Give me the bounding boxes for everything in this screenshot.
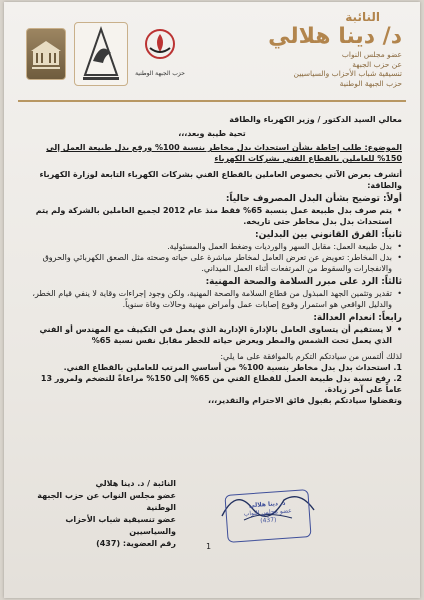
official-stamp [224, 489, 311, 543]
letterhead-line-4: حزب الجبهة الوطنية [339, 78, 402, 88]
party-flame-icon [134, 26, 186, 66]
letter-body [22, 114, 402, 406]
section-3-bullet-1: • تقدير وتثمين الجهد المبذول من قطاع السلامة والصحة المهنية، ولكن وجود إجراءات وقاية لا ينفي قيام الخطر، والدليل الواقعي هو استمرار وقوع إصابات عمل وأمراض مهنية وحالات وفاة سنوياً. [22, 288, 402, 310]
letterhead-name: د/ دينا هلالي [268, 24, 402, 49]
intro-paragraph: أتشرف بعرض الآتي بخصوص العاملين بالقطاع الفني بشركات الكهرباء التابعة لوزارة الكهرباء والطاقة: [39, 170, 402, 190]
greeting: تحية طيبة وبعد،،، [178, 129, 246, 138]
header-divider [18, 100, 406, 102]
signature-block [16, 478, 176, 550]
letterhead-title: النائبة [345, 10, 380, 24]
letterhead-line-3: تنسيقية شباب الأحزاب والسياسيين [293, 69, 402, 78]
letter-page [4, 2, 420, 598]
party-logo-caption: حزب الجبهة الوطنية [135, 70, 185, 77]
section-1-title: أولاً: توضيح بشأن البدل المصروف حالياً: [225, 194, 402, 204]
request-1: 1. استحداث بدل بدل مخاطر بنسبة 100% من أساسي المرتب للعاملين بالقطاع الفني. [63, 363, 402, 372]
stamp-line-2: عضو مجلس النواب [243, 507, 293, 518]
subject-line: الموضوع: طلب إحاطة بشأن استحداث بدل مخاطر بنسبة 100% ورفع بدل طبيعة العمل إلى 150% للعاملين بالقطاع الفني بشركات الكهرباء [46, 143, 402, 163]
closing-line: وتفضلوا سيادتكم بقبول فائق الاحترام والتقدير،،، [208, 396, 402, 405]
national-front-party-logo [134, 26, 186, 82]
section-2-title: ثانياً: الفرق القانوني بين البدلين: [255, 230, 402, 240]
section-4-bullet-1: • لا يستقيم أن يتساوى العامل بالإدارة الإدارية الذي يعمل في التكييف مع المهندس أو الفني الذي يعمل تحت الشمس والمطر ويعرض حياته للخطر مقابل نفس نسبة 65% [22, 324, 402, 346]
signature-line-2: عضو مجلس النواب عن حزب الجبهة الوطنية [37, 491, 176, 512]
section-2-bullet-2: • بدل المخاطر: تعويض عن تعرض العامل لمخاطر مباشرة على حياته وصحته مثل الصعق الكهربائي والحروق والانفجارات والسقوط من المرتفعات أثناء العمل الميداني. [22, 252, 402, 274]
youth-coordination-logo [74, 22, 128, 86]
request-intro: لذلك ألتمس من سيادتكم التكرم بالموافقة على ما يلي: [220, 352, 402, 361]
logos-row [26, 16, 186, 88]
letterhead-line-1: عضو مجلس النواب [341, 50, 402, 59]
signature-line-4: رقم العضوية: (437) [96, 539, 176, 548]
parliament-building-icon [27, 29, 65, 79]
signature-line-1: النائبة / د. دينا هلالي [95, 479, 176, 488]
letterhead [232, 10, 402, 88]
stamp-line-3: (437) [260, 516, 277, 525]
letterhead-line-2: عن حزب الجبهة [352, 59, 402, 69]
section-1-bullet-1: • يتم صرف بدل طبيعة عمل بنسبة 65% فقط منذ عام 2012 لجميع العاملين بالشركة ولم يتم استحداث بدل بدل مخاطر حتى تاريخه. [22, 205, 402, 227]
salutation: معالي السيد الدكتور / وزير الكهرباء والطاقة [229, 115, 402, 124]
stamp-line-1: د. دينا هلالي [248, 499, 286, 510]
section-2-bullet-1: • بدل طبيعة العمل: مقابل السهر والورديات وضغط العمل والمسئولية. [22, 241, 402, 252]
request-2: 2. رفع نسبة بدل طبيعة العمل للقطاع الفني من 65% إلى 150% مراعاةً للتضخم ولمرور 13 عاماً على آخر زيادة. [40, 374, 402, 394]
section-4-title: رابعاً: انعدام العدالة: [313, 313, 402, 323]
page-number: 1 [206, 542, 212, 551]
signature-line-3: عضو تنسيقية شباب الأحزاب والسياسيين [65, 515, 176, 536]
parliament-logo [26, 28, 66, 80]
section-3-title: ثالثاً: الرد على مبرر السلامة والصحة المهنية: [205, 277, 402, 287]
eagle-emblem-icon [75, 23, 127, 85]
